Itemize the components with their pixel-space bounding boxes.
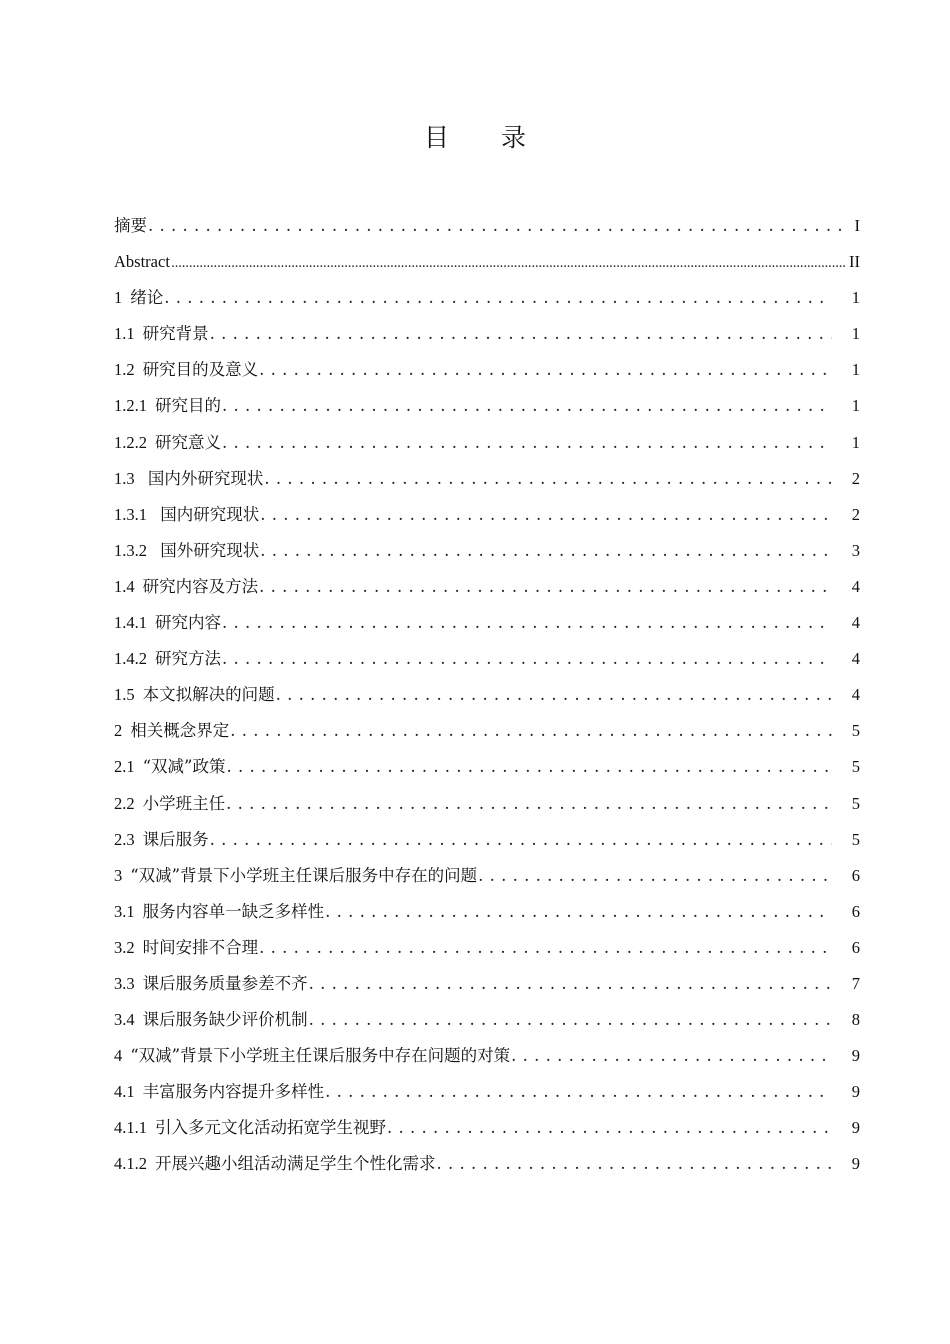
toc-entry-page-number: 2 (851, 504, 860, 524)
toc-entry-page-number: 4 (851, 576, 860, 596)
dot-leader (222, 641, 832, 677)
dot-leader (230, 713, 832, 749)
toc-entry-number: 1.3.1 (114, 504, 147, 524)
toc-entry-title: “双减”背景下小学班主任课后服务中存在的问题 (130, 865, 478, 885)
toc-entry-title: 丰富服务内容提升多样性 (142, 1082, 325, 1102)
toc-entry-page-number: 9 (851, 1118, 860, 1138)
page-title: 目 录 (424, 123, 548, 152)
dot-leader (511, 1038, 832, 1074)
toc-entry-title: 开展兴趣小组活动满足学生个性化需求 (155, 1154, 436, 1174)
toc-entry-title: 引入多元文化活动拓宽学生视野 (155, 1118, 386, 1138)
toc-entry-number: 1.3.2 (114, 540, 147, 560)
toc-entry-label (114, 786, 225, 822)
dot-leader (260, 533, 832, 569)
dot-leader (171, 244, 846, 282)
toc-entry[interactable] (114, 569, 860, 605)
dot-leader (210, 822, 832, 858)
toc-entry-number: 1.4.2 (114, 649, 147, 669)
toc-entry-page-number: 1 (851, 396, 860, 416)
toc-entry[interactable] (114, 533, 860, 569)
toc-entry-page-number: 4 (851, 613, 860, 633)
toc-entry-title: 研究内容及方法 (142, 576, 259, 596)
toc-entry-page-number: 2 (851, 468, 860, 488)
toc-entry-label (114, 388, 221, 424)
toc-entry-title: 研究目的及意义 (142, 360, 259, 380)
toc-entry[interactable] (114, 352, 860, 388)
toc-entry-title: 相关概念界定 (130, 721, 230, 741)
dot-leader (437, 1146, 833, 1182)
toc-entry[interactable] (114, 280, 860, 316)
toc-entry-label (114, 677, 275, 713)
toc-entry[interactable] (114, 244, 860, 280)
toc-entry-title: “双减”政策 (142, 757, 226, 777)
toc-entry-number: 3.1 (114, 901, 135, 921)
dot-leader (259, 569, 832, 605)
toc-entry-page-number: 5 (851, 721, 860, 741)
toc-entry-number: 1 (114, 288, 123, 308)
toc-entry-label (114, 208, 147, 244)
toc-entry-label (114, 569, 258, 605)
toc-entry-title: 服务内容单一缺乏多样性 (142, 901, 325, 921)
toc-entry-label (114, 1146, 436, 1182)
toc-entry-page-number: 5 (851, 829, 860, 849)
dot-leader (325, 894, 832, 930)
toc-entry-label (114, 280, 163, 316)
toc-entry-title: 研究意义 (155, 432, 221, 452)
toc-entry-page-number: 6 (851, 937, 860, 957)
toc-entry[interactable] (114, 1110, 860, 1146)
toc-entry[interactable] (114, 605, 860, 641)
toc-entry-title: 研究背景 (142, 324, 209, 344)
toc-entry-label (114, 641, 221, 677)
toc-entry-page-number: 1 (851, 288, 860, 308)
toc-entry-number: 2.2 (114, 793, 135, 813)
dot-leader (148, 208, 846, 244)
toc-entry-label (114, 966, 308, 1002)
toc-entry-label (114, 894, 324, 930)
dot-leader (260, 497, 832, 533)
toc-entry[interactable] (114, 388, 860, 424)
toc-entry-page-number: 7 (851, 973, 860, 993)
dot-leader (478, 858, 832, 894)
toc-entry[interactable] (114, 858, 860, 894)
dot-leader (164, 280, 832, 316)
toc-entry-label (114, 1038, 510, 1074)
toc-entry-label (114, 822, 209, 858)
toc-entry-number: 1.4.1 (114, 613, 147, 633)
toc-entry-label (114, 749, 226, 785)
toc-entry-page-number: 5 (851, 757, 860, 777)
toc-entry-title: 课后服务 (142, 829, 209, 849)
toc-entry-title: 时间安排不合理 (142, 937, 259, 957)
toc-entry[interactable] (114, 713, 860, 749)
toc-entry-title: 课后服务缺少评价机制 (142, 1010, 308, 1030)
dot-leader (259, 930, 832, 966)
toc-entry-label (114, 497, 259, 533)
dot-leader (387, 1110, 832, 1146)
toc-entry-number: 1.2 (114, 360, 135, 380)
toc-entry-label (114, 244, 170, 280)
toc-entry-page-number: 1 (851, 360, 860, 380)
toc-entry[interactable] (114, 894, 860, 930)
toc-entry[interactable] (114, 677, 860, 713)
toc-entry-number: 1.5 (114, 685, 135, 705)
toc-entry-title: 研究目的 (155, 396, 221, 416)
toc-entry[interactable] (114, 966, 860, 1002)
toc-entry-page-number: 9 (851, 1082, 860, 1102)
toc-entry-label (114, 713, 229, 749)
toc-entry-label (114, 461, 263, 497)
toc-entry-number: 1.1 (114, 324, 135, 344)
toc-entry-title: 国内研究现状 (155, 504, 260, 524)
toc-entry-page-number: II (849, 252, 860, 272)
toc-entry-number: 1.2.1 (114, 396, 147, 416)
toc-entry[interactable] (114, 425, 860, 461)
toc-entry-page-number: 9 (851, 1046, 860, 1066)
toc-entry-number: 3 (114, 865, 123, 885)
toc-entry-page-number: 6 (851, 901, 860, 921)
toc-entry-label (114, 425, 221, 461)
toc-entry-page-number: 5 (851, 793, 860, 813)
toc-entry-number: 4 (114, 1046, 123, 1066)
toc-entry-title: 本文拟解决的问题 (142, 685, 275, 705)
toc-entry-label (114, 533, 259, 569)
dot-leader (309, 966, 832, 1002)
toc-entry-title: 国外研究现状 (155, 540, 260, 560)
dot-leader (264, 461, 832, 497)
toc-entry-number: 1.4 (114, 576, 135, 596)
toc-entry[interactable] (114, 208, 860, 244)
toc-entry[interactable] (114, 1146, 860, 1182)
toc-entry[interactable] (114, 641, 860, 677)
toc-entry-label (114, 605, 221, 641)
toc-entry-title: “双减”背景下小学班主任课后服务中存在问题的对策 (130, 1046, 511, 1066)
dot-leader (222, 388, 832, 424)
toc-entry[interactable] (114, 461, 860, 497)
toc-entry-page-number: 3 (851, 540, 860, 560)
toc-entry-title: 研究内容 (155, 613, 221, 633)
toc-entry[interactable] (114, 930, 860, 966)
toc-entry[interactable] (114, 749, 860, 785)
toc-entry-page-number: I (854, 216, 860, 235)
dot-leader (222, 425, 832, 461)
toc-entry-number: 2 (114, 721, 123, 741)
toc-entry-number: 3.3 (114, 973, 135, 993)
toc-entry-label (114, 352, 258, 388)
toc-entry-number: 4.1 (114, 1082, 135, 1102)
toc-entry[interactable] (114, 1002, 860, 1038)
toc-entry[interactable] (114, 786, 860, 822)
dot-leader (227, 749, 833, 785)
toc-entry-page-number: 6 (851, 865, 860, 885)
toc-entry-page-number: 4 (851, 649, 860, 669)
toc-entry-label (114, 316, 209, 352)
dot-leader (222, 605, 832, 641)
toc-entry-title: 课后服务质量参差不齐 (142, 973, 308, 993)
toc-entry-label (114, 930, 258, 966)
toc-entry-page-number: 8 (851, 1010, 860, 1030)
dot-leader (325, 1074, 832, 1110)
toc-entry-label (114, 1110, 386, 1146)
toc-entry-page-number: 1 (851, 324, 860, 344)
toc-entry-number: 3.2 (114, 937, 135, 957)
toc-entry[interactable] (114, 1074, 860, 1110)
dot-leader (259, 352, 832, 388)
dot-leader (210, 316, 832, 352)
dot-leader (309, 1002, 832, 1038)
dot-leader (276, 677, 832, 713)
toc-entry-label (114, 858, 477, 894)
toc-entry-page-number: 4 (851, 685, 860, 705)
toc-entry-number: 4.1.1 (114, 1118, 147, 1138)
toc-entry-title: 国内外研究现状 (142, 468, 264, 488)
toc-entry-title: 研究方法 (155, 649, 221, 669)
toc-entry-number: 1.3 (114, 468, 135, 488)
toc-entry-label (114, 1074, 324, 1110)
toc-entry-number: 1.2.2 (114, 432, 147, 452)
toc-entry[interactable] (114, 822, 860, 858)
toc-entry[interactable] (114, 497, 860, 533)
toc-entry-number: 3.4 (114, 1010, 135, 1030)
toc-entry[interactable] (114, 316, 860, 352)
toc-entry[interactable] (114, 1038, 860, 1074)
toc-entry-number: 4.1.2 (114, 1154, 147, 1174)
toc-entry-title: 绪论 (130, 288, 164, 308)
toc-entry-title: Abstract (114, 252, 170, 272)
toc-entry-title: 小学班主任 (142, 793, 226, 813)
toc-entry-title: 摘要 (114, 216, 147, 235)
toc-entry-page-number: 9 (851, 1154, 860, 1174)
toc-entry-label (114, 1002, 308, 1038)
table-of-contents (114, 208, 860, 1183)
toc-entry-number: 2.3 (114, 829, 135, 849)
dot-leader (226, 786, 832, 822)
toc-entry-page-number: 1 (851, 432, 860, 452)
toc-entry-number: 2.1 (114, 757, 135, 777)
